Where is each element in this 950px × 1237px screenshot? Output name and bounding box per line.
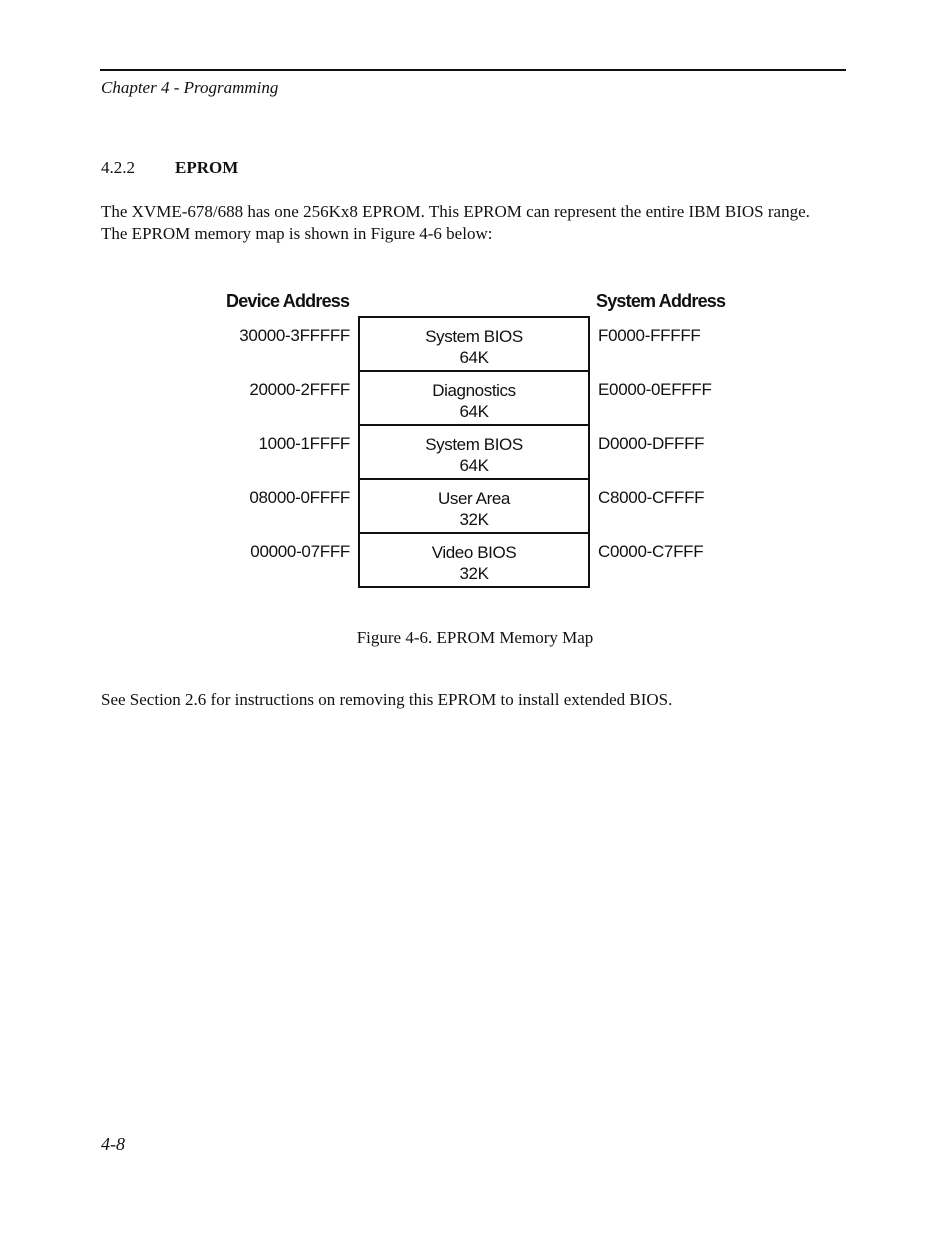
region-name: Video BIOS xyxy=(431,543,517,562)
region-size: 64K xyxy=(459,456,489,475)
section-title: EPROM xyxy=(175,158,239,177)
device-address-2: 1000-1FFFF xyxy=(258,434,350,453)
region-size: 64K xyxy=(459,348,489,367)
system-address-1: E0000-0EFFFF xyxy=(598,380,712,399)
region-name: System BIOS xyxy=(425,327,523,346)
figure-caption: Figure 4-6. EPROM Memory Map xyxy=(356,628,594,647)
memory-region-2 xyxy=(360,426,588,480)
region-size: 32K xyxy=(459,510,489,529)
device-address-header: Device Address xyxy=(226,291,350,311)
system-address-2: D0000-DFFFF xyxy=(598,434,705,453)
device-address-3: 08000-0FFFF xyxy=(249,488,350,507)
device-address-4: 00000-07FFF xyxy=(250,542,350,561)
intro-line-2: The EPROM memory map is shown in Figure 4-6 below: xyxy=(101,224,493,243)
system-address-0: F0000-FFFFF xyxy=(598,326,701,345)
system-address-header: System Address xyxy=(596,291,726,311)
memory-region-1 xyxy=(360,372,588,426)
device-address-0: 30000-3FFFFF xyxy=(239,326,350,345)
memory-region-0 xyxy=(360,318,588,372)
device-address-1: 20000-2FFFF xyxy=(249,380,350,399)
region-name: User Area xyxy=(438,489,510,508)
region-size: 64K xyxy=(459,402,489,421)
intro-line-1: The XVME-678/688 has one 256Kx8 EPROM. This EPROM can represent the entire IBM BIOS range. xyxy=(101,202,810,221)
system-address-3: C8000-CFFFF xyxy=(598,488,705,507)
memory-region-3 xyxy=(360,480,588,534)
section-note: See Section 2.6 for instructions on removing this EPROM to install extended BIOS. xyxy=(101,690,673,709)
section-number: 4.2.2 xyxy=(101,158,135,177)
region-name: Diagnostics xyxy=(432,381,516,400)
system-address-4: C0000-C7FFF xyxy=(598,542,704,561)
chapter-header: Chapter 4 - Programming xyxy=(101,78,279,97)
memory-region-4 xyxy=(360,534,588,586)
region-size: 32K xyxy=(459,564,489,583)
region-name: System BIOS xyxy=(425,435,523,454)
page-number: 4-8 xyxy=(101,1134,125,1154)
memory-map-box xyxy=(358,316,590,588)
